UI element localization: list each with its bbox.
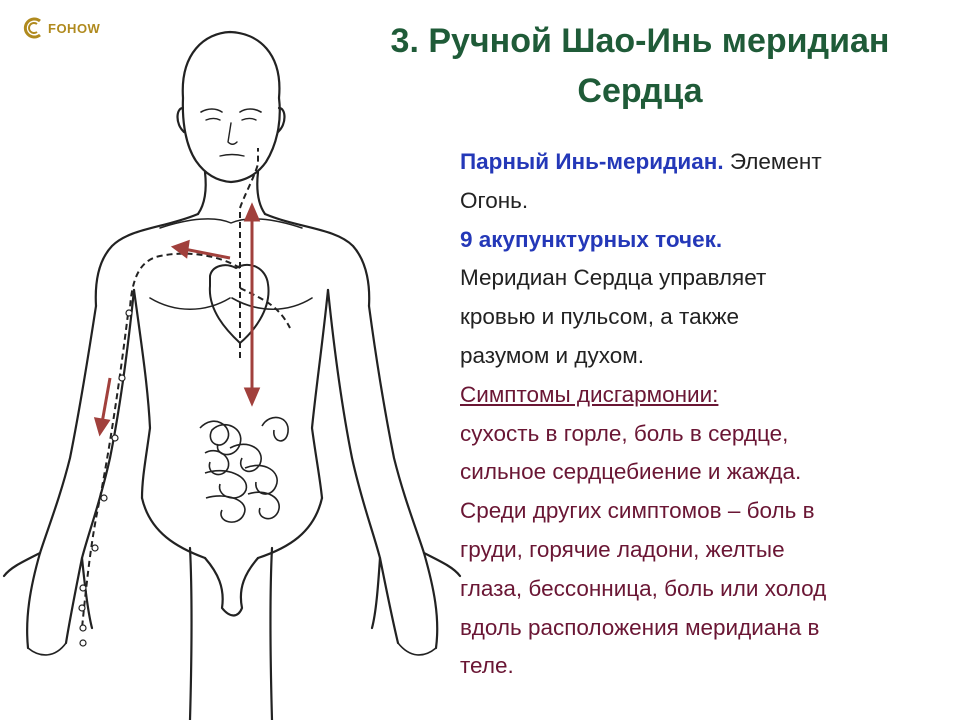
- other-symptom-line: глаза, бессонница, боль или холод: [460, 575, 827, 601]
- symptom-line: сильное сердцебиение и жажда.: [460, 459, 802, 485]
- description-text: [460, 143, 940, 686]
- body-meridian-illustration: [0, 28, 470, 720]
- page-title: 3. Ручной Шао-Инь меридиан Сердца: [390, 22, 890, 110]
- other-symptom-line: вдоль расположения меридиана в: [460, 614, 820, 640]
- element-value: Огонь.: [460, 187, 529, 213]
- paired-label: Парный Инь-меридиан.: [460, 149, 724, 174]
- other-symptom-line: теле.: [460, 653, 514, 679]
- desc-line: Меридиан Сердца управляет: [460, 265, 767, 291]
- other-symptom-line: Среди других симптомов – боль в: [460, 498, 815, 524]
- desc-line: кровью и пульсом, а также: [460, 304, 740, 330]
- paired-line: [460, 143, 940, 182]
- element-text: Элемент: [723, 149, 822, 174]
- points-count: 9 акупунктурных точек.: [460, 226, 723, 252]
- symptoms-heading: Симптомы дисгармонии:: [460, 381, 719, 407]
- logo-text: FOHOW: [48, 20, 101, 36]
- desc-line: разумом и духом.: [460, 342, 644, 368]
- other-symptom-line: груди, горячие ладони, желтые: [460, 536, 785, 562]
- symptom-line: сухость в горле, боль в сердце,: [460, 420, 789, 446]
